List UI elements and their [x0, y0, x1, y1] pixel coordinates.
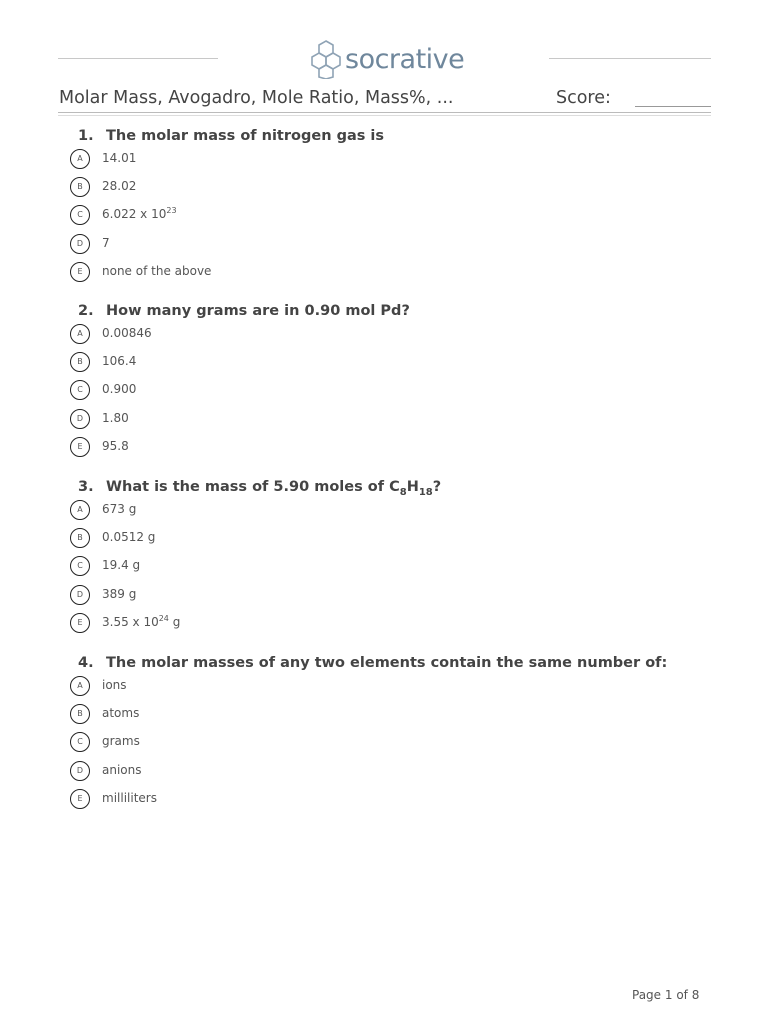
- answer-text: 106.4: [102, 354, 137, 369]
- question-text: [58, 474, 718, 500]
- answer-text: 95.8: [102, 438, 129, 453]
- answer-bubble[interactable]: D: [70, 409, 90, 429]
- answer-bubble[interactable]: B: [70, 177, 90, 197]
- question-3: [58, 474, 718, 641]
- answer-bubble[interactable]: C: [70, 205, 90, 225]
- question-prompt: How many grams are in 0.90 mol Pd?: [106, 303, 410, 319]
- answer-bubble[interactable]: A: [70, 324, 90, 344]
- answer-bubble[interactable]: A: [70, 149, 90, 169]
- formula-subscript: 18: [418, 486, 433, 498]
- answer-text: 0.00846: [102, 326, 152, 340]
- answer-exponent: 23: [166, 206, 177, 216]
- quiz-title: Molar Mass, Avogadro, Mole Ratio, Mass%, ...: [59, 88, 454, 108]
- answer-text: 673 g: [102, 502, 137, 516]
- question-2: [58, 298, 718, 465]
- header-rule-left: [58, 58, 218, 59]
- answer-bubble[interactable]: E: [70, 437, 90, 457]
- answer-option-e[interactable]: [58, 613, 718, 641]
- answer-option-b[interactable]: [58, 704, 718, 732]
- answer-text: 0.0512 g: [102, 530, 156, 545]
- answer-option-e[interactable]: [58, 437, 718, 465]
- answer-unit: g: [168, 614, 181, 629]
- question-prompt: The molar mass of nitrogen gas is: [106, 128, 385, 144]
- answer-text: 28.02: [102, 179, 137, 194]
- question-number: 1.: [78, 128, 94, 144]
- answer-text: grams: [102, 734, 140, 749]
- answer-text: milliliters: [102, 790, 157, 805]
- question-number: 3.: [78, 479, 94, 495]
- answer-bubble[interactable]: B: [70, 352, 90, 372]
- question-number: 2.: [78, 303, 94, 319]
- answer-bubble[interactable]: A: [70, 500, 90, 520]
- answer-bubble[interactable]: E: [70, 262, 90, 282]
- answer-bubble[interactable]: B: [70, 528, 90, 548]
- answer-text: 19.4 g: [102, 558, 141, 573]
- question-text: [58, 650, 718, 676]
- answer-option-e[interactable]: [58, 262, 718, 290]
- answer-option-a[interactable]: [58, 500, 718, 528]
- answer-text: 1.80: [102, 410, 129, 425]
- answer-text: 14.01: [102, 151, 137, 165]
- answer-text: ions: [102, 678, 127, 692]
- formula-subscript: 8: [399, 486, 407, 498]
- header-rule-right: [549, 58, 711, 59]
- title-divider-secondary: [58, 115, 711, 116]
- answer-bubble[interactable]: D: [70, 234, 90, 254]
- answer-base: 3.55 x 10: [102, 614, 159, 629]
- question-1: [58, 123, 718, 290]
- answer-base: 6.022 x 10: [102, 207, 167, 222]
- question-4: [58, 650, 718, 817]
- answer-bubble[interactable]: D: [70, 761, 90, 781]
- answer-text: 7: [102, 235, 110, 250]
- answer-option-d[interactable]: [58, 234, 718, 262]
- answer-text: 389 g: [102, 586, 137, 601]
- score-label: Score:: [556, 88, 611, 108]
- answer-bubble[interactable]: C: [70, 556, 90, 576]
- socrative-logo: [309, 38, 469, 80]
- page-number: Page 1 of 8: [632, 988, 700, 1002]
- answer-bubble[interactable]: D: [70, 585, 90, 605]
- answer-option-b[interactable]: [58, 528, 718, 556]
- logo-text: socrative: [345, 43, 465, 75]
- answer-option-e[interactable]: [58, 789, 718, 817]
- answer-option-a[interactable]: [58, 676, 718, 704]
- answer-bubble[interactable]: C: [70, 732, 90, 752]
- answer-bubble[interactable]: B: [70, 704, 90, 724]
- answer-option-d[interactable]: [58, 585, 718, 613]
- question-prompt: The molar masses of any two elements contain the same number of:: [106, 655, 668, 671]
- formula-element: H: [406, 479, 419, 495]
- answer-text: none of the above: [102, 263, 212, 278]
- answer-text: atoms: [102, 706, 140, 721]
- answer-option-d[interactable]: [58, 761, 718, 789]
- question-number: 4.: [78, 655, 94, 671]
- answer-option-c[interactable]: [58, 732, 718, 760]
- answer-text: [102, 615, 180, 629]
- answer-option-c[interactable]: [58, 556, 718, 584]
- answer-option-a[interactable]: [58, 149, 718, 177]
- answer-option-b[interactable]: [58, 352, 718, 380]
- question-end: ?: [432, 479, 442, 495]
- answer-bubble[interactable]: E: [70, 789, 90, 809]
- answer-exponent: 24: [158, 613, 169, 623]
- question-text: [58, 123, 718, 149]
- answer-option-c[interactable]: [58, 380, 718, 408]
- answer-text: anions: [102, 762, 142, 777]
- answer-text: [102, 207, 177, 221]
- answer-option-c[interactable]: [58, 205, 718, 233]
- hexagon-logo-icon: [309, 39, 343, 79]
- question-text: [58, 298, 718, 324]
- answer-option-b[interactable]: [58, 177, 718, 205]
- answer-bubble[interactable]: E: [70, 613, 90, 633]
- answer-option-a[interactable]: [58, 324, 718, 352]
- answer-option-d[interactable]: [58, 409, 718, 437]
- answer-bubble[interactable]: A: [70, 676, 90, 696]
- score-blank-line: [635, 106, 711, 107]
- answer-text: 0.900: [102, 382, 137, 397]
- answer-bubble[interactable]: C: [70, 380, 90, 400]
- title-divider: [58, 112, 711, 113]
- question-prompt: What is the mass of 5.90 moles of C: [106, 479, 400, 495]
